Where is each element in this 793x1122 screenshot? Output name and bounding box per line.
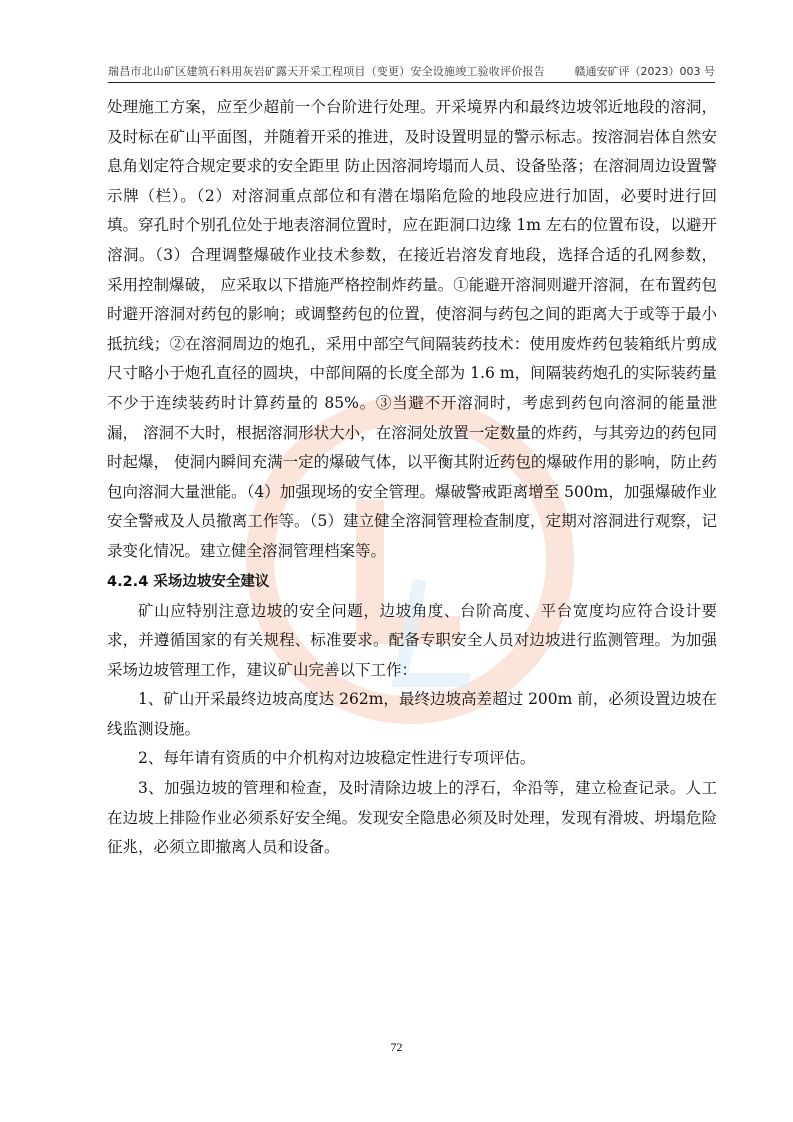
header-report-title: 瑞昌市北山矿区建筑石料用灰岩矿露天开采工程项目（变更）安全设施竣工验收评价报告 [108,65,545,78]
paragraph-item-1: 1、矿山开采最终边坡高度达 262m，最终边坡高差超过 200m 前，必须设置边坡在线监测设施。 [107,690,717,738]
paragraph-slope-intro: 矿山应特别注意边坡的安全问题，边坡角度、台阶高度、平台宽度均应符合设计要求，并遵循国家的有关规程、标准要求。配备专职安全人员对边坡进行监测管理。为加强采场边坡管理工作，建议矿山完善以下工作： [107,601,717,679]
section-heading-slope-safety: 4.2.4 采场边坡安全建议 [107,573,270,590]
header-report-number: 赣通安矿评（2023）003 号 [574,65,715,78]
paragraph-item-3: 3、加强边坡的管理和检查，及时清除边坡上的浮石，伞沿等，建立检查记录。人工在边坡上排险作业必须系好安全绳。发现安全隐患必须及时处理，发现有滑坡、坍塌危险征兆，必须立即撤离人员和设备。 [107,779,717,857]
page-number: 72 [390,1040,403,1054]
document-body [107,93,717,863]
paragraph-item-2: 2、每年请有资质的中介机构对边坡稳定性进行专项评估。 [138,749,536,768]
page-header [108,60,715,83]
paragraph-karst-measures: 处理施工方案，应至少超前一个台阶进行处理。开采境界内和最终边坡邻近地段的溶洞，及时标在矿山平面图，并随着开采的推进，及时设置明显的警示标志。按溶洞岩体自然安息角划定符合规定要求的安全距里 防止因溶洞垮塌而人员、设备坠落；在溶洞周边设置警示牌（栏）。（2）对溶洞重点部位和有潜在塌陷危险的地段应进行加固，必要时进行回填。穿孔时个别孔位处于地表溶洞位置时，应在距洞口边缘 1m 左右的位置布设，以避开溶洞。（3）合理调整爆破作业技术参数，在接近岩溶发育地段，选择合适的孔网参数， 采用控制爆破， 应采取以下措施严格控制炸药量。①能避开溶洞则避开溶洞，在布置药包时避开溶洞对药包的影响；或调整药包的位置，使溶洞与药包之间的距离大于或等于最小抵抗线；②在溶洞周边的炮孔，采用中部空气间隔装药技术：使用废炸药包装箱纸片剪成尺寸略小于炮孔直径的圆块，中部间隔的长度全部为 1.6 m，间隔装药炮孔的实际装药量不少于连续装药时计算药量的 85%。③当避不开溶洞时，考虑到药包向溶洞的能量泄漏， 溶洞不大时，根据溶洞形状大小，在溶洞处放置一定数量的炸药，与其旁边的药包同时起爆， 使洞内瞬间充满一定的爆破气体，以平衡其附近药包的爆破作用的影响，防止药包向溶洞大量泄能。（4）加强现场的安全管理。爆破警戒距离增至 500m，加强爆破作业安全警戒及人员撤离工作等。（5）建立健全溶洞管理检查制度，定期对溶洞进行观察，记录变化情况。建立健全溶洞管理档案等。 [107,98,717,560]
